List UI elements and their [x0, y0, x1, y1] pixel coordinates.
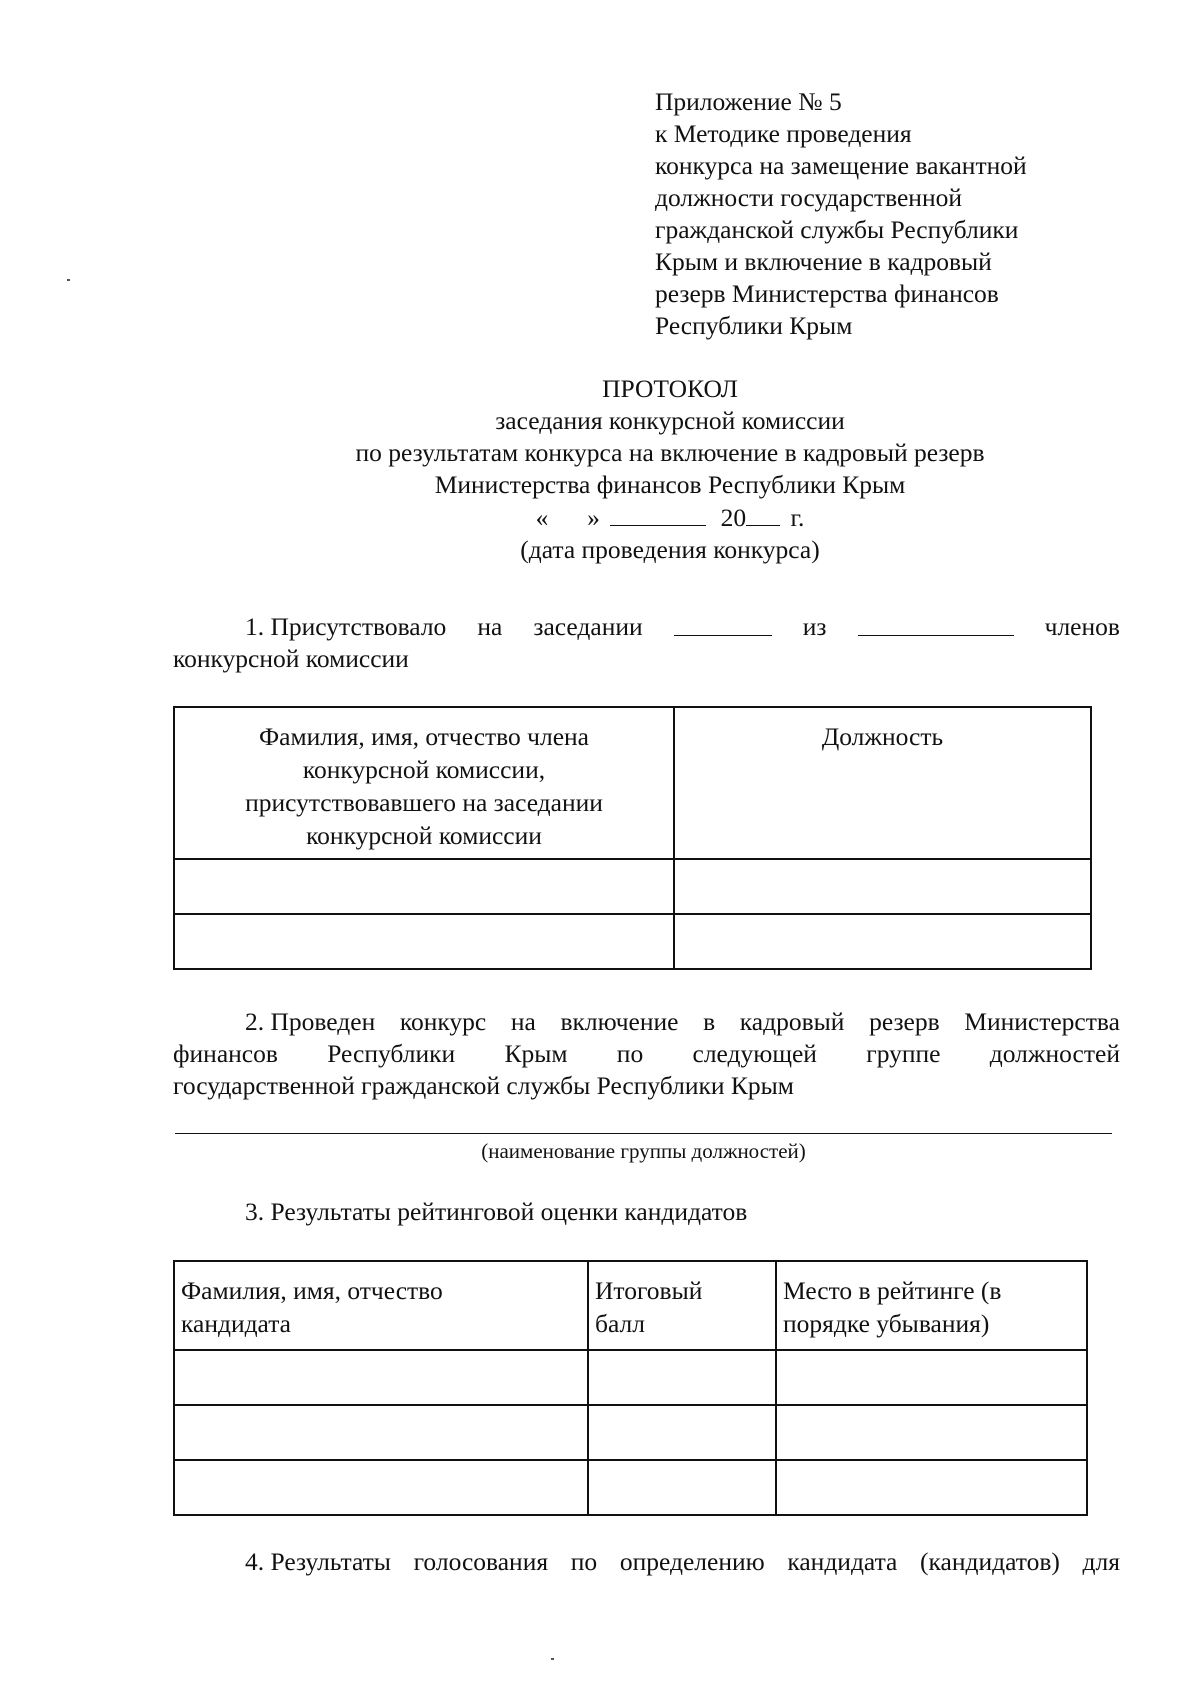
- section-1-line-1: [173, 611, 1120, 643]
- protocol-title-block: [0, 373, 1200, 566]
- total-score-header: [588, 1261, 776, 1350]
- member-name-header: [174, 707, 674, 859]
- section-4-word: кандидата: [787, 1547, 898, 1576]
- section-1: [173, 611, 1120, 675]
- table-cell[interactable]: [174, 859, 674, 914]
- position-group-blank[interactable]: [175, 1133, 1112, 1134]
- section-2-word: Министерства: [964, 1007, 1120, 1036]
- appendix-line: гражданской службы Республики: [655, 215, 1019, 244]
- date-year-prefix: 20: [720, 503, 747, 532]
- date-year-blank: [746, 501, 780, 526]
- table-cell[interactable]: [588, 1405, 776, 1460]
- section-2-word: финансов: [173, 1039, 278, 1068]
- section-2-word: следующей: [692, 1039, 817, 1068]
- appendix-line: резерв Министерства финансов: [655, 279, 999, 308]
- section-2-word: резерв: [869, 1007, 940, 1036]
- scan-speck: [67, 279, 70, 281]
- date-line: [0, 501, 1200, 534]
- table-row: [174, 1460, 1087, 1515]
- table-cell[interactable]: [776, 1350, 1087, 1405]
- section-1-word: из: [802, 612, 827, 641]
- section-4-word: определению: [619, 1547, 765, 1576]
- section-4-word: 4. Результаты: [245, 1547, 391, 1576]
- section-2-word: включение: [560, 1007, 679, 1036]
- section-2-word: Крым: [504, 1039, 568, 1068]
- present-count-blank: [674, 611, 772, 636]
- section-2-line-2: [173, 1038, 1120, 1070]
- rating-place-header: [776, 1261, 1087, 1350]
- header-line: Фамилия, имя, отчество: [181, 1276, 443, 1305]
- section-1-word: на: [477, 612, 503, 641]
- table-row: [174, 1405, 1087, 1460]
- header-line: Фамилия, имя, отчество члена: [259, 722, 589, 751]
- header-line: Должность: [821, 722, 944, 751]
- table-cell[interactable]: [174, 1460, 588, 1515]
- table-row: [174, 914, 1091, 969]
- header-line: балл: [595, 1309, 645, 1338]
- section-4-word: (кандидатов): [920, 1547, 1060, 1576]
- table-cell[interactable]: [174, 1350, 588, 1405]
- date-month-blank: [610, 501, 706, 526]
- table-cell[interactable]: [174, 1405, 588, 1460]
- table-cell[interactable]: [588, 1350, 776, 1405]
- section-4-word: голосования: [413, 1547, 549, 1576]
- candidate-rating-table: [173, 1260, 1088, 1516]
- commission-members-table: [173, 706, 1092, 970]
- header-line: присутствовавшего на заседании: [245, 788, 603, 817]
- appendix-line: должности государственной: [655, 183, 962, 212]
- section-2: [173, 1006, 1120, 1102]
- section-2-word: конкурс: [399, 1007, 487, 1036]
- header-line: порядке убывания): [783, 1309, 990, 1338]
- section-2-word: должностей: [989, 1039, 1120, 1068]
- date-open-quote: «: [535, 503, 549, 532]
- header-line: Место в рейтинге (в: [783, 1276, 1002, 1305]
- header-line: конкурсной комиссии: [306, 821, 542, 850]
- section-2-line-3: государственной гражданской службы Республики Крым: [173, 1071, 794, 1100]
- section-2-word: Республики: [327, 1039, 456, 1068]
- section-2-word: группе: [866, 1039, 941, 1068]
- section-2-word: 2. Проведен: [245, 1007, 376, 1036]
- appendix-block: [655, 86, 1027, 342]
- appendix-line: Республики Крым: [655, 311, 853, 340]
- appendix-line: Крым и включение в кадровый: [655, 247, 992, 276]
- appendix-line: к Методике проведения: [655, 119, 912, 148]
- table-header-row: [174, 1261, 1087, 1350]
- table-cell[interactable]: [588, 1460, 776, 1515]
- section-4-word: для: [1082, 1547, 1120, 1576]
- date-suffix: г.: [790, 503, 805, 532]
- section-1-word: заседании: [533, 612, 643, 641]
- total-members-blank: [858, 611, 1014, 636]
- appendix-line: Приложение № 5: [655, 87, 842, 116]
- date-close-quote: »: [587, 503, 600, 532]
- section-2-word: на: [510, 1007, 536, 1036]
- table-cell[interactable]: [776, 1460, 1087, 1515]
- date-caption: (дата проведения конкурса): [520, 535, 820, 564]
- appendix-line: конкурса на замещение вакантной: [655, 151, 1027, 180]
- title-line-3: Министерства финансов Республики Крым: [434, 470, 906, 499]
- header-line: конкурсной комиссии,: [302, 755, 546, 784]
- position-group-caption: (наименование группы должностей): [481, 1139, 806, 1163]
- header-line: кандидата: [181, 1309, 291, 1338]
- table-cell[interactable]: [674, 914, 1091, 969]
- title-line-1: заседания конкурсной комиссии: [495, 406, 845, 435]
- section-2-line-1: [173, 1006, 1120, 1038]
- table-row: [174, 1350, 1087, 1405]
- section-4-line-1: [245, 1546, 1120, 1578]
- section-2-word: кадровый: [739, 1007, 845, 1036]
- header-line: Итоговый: [595, 1276, 703, 1305]
- table-header-row: [174, 707, 1091, 859]
- table-cell[interactable]: [776, 1405, 1087, 1460]
- title-line-2: по результатам конкурса на включение в кадровый резерв: [355, 438, 985, 467]
- protocol-heading: ПРОТОКОЛ: [602, 374, 738, 403]
- section-1-line-2: конкурсной комиссии: [173, 644, 409, 673]
- section-1-word: членов: [1044, 612, 1120, 641]
- position-header: [674, 707, 1091, 859]
- scan-speck: [551, 1658, 554, 1660]
- table-cell[interactable]: [174, 914, 674, 969]
- table-row: [174, 859, 1091, 914]
- section-4-word: по: [570, 1547, 598, 1576]
- section-2-word: в: [703, 1007, 716, 1036]
- section-1-word: 1. Присутствовало: [245, 612, 447, 641]
- table-cell[interactable]: [674, 859, 1091, 914]
- section-2-word: по: [616, 1039, 644, 1068]
- candidate-name-header: [174, 1261, 588, 1350]
- section-3-heading: 3. Результаты рейтинговой оценки кандидатов: [245, 1197, 748, 1226]
